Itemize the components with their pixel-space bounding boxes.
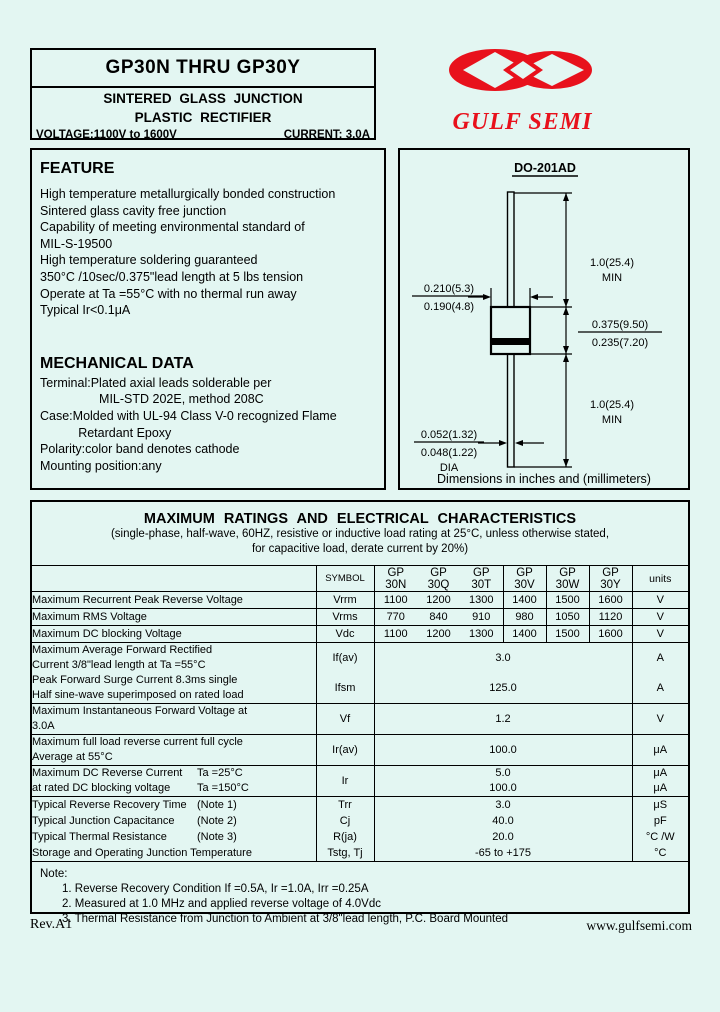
type-column-header: GP 30V [503,566,546,592]
part-number-header-box [30,48,376,140]
param-cell: Maximum DC blocking Voltage [32,626,316,643]
value-cell: 1120 [589,609,632,626]
voltage-range: VOLTAGE:1100V to 1600V [36,129,177,141]
gulf-semi-logo-icon [448,40,598,102]
units-cell: μS [653,798,668,811]
symbol-cell: Vrms [316,609,374,626]
lead-length-min: MIN [601,272,623,284]
symbol-cell: Cj [316,813,374,829]
feature-line: Typical Ir<0.1μA [40,303,131,318]
ratings-subtitle-1: (single-phase, half-wave, 60HZ, resistive or inductive load rating at 25°C, unless otherwise stated, [110,528,610,540]
value-cell: 1200 [417,626,460,643]
lead-wire-bottom [508,354,515,467]
value-span-cell: 40.0 [374,813,632,829]
mechanical-line: Case:Molded with UL-94 Class V-0 recognized Flame [40,408,337,423]
units-cell: pF [653,814,667,827]
package-name: DO-201AD [514,161,576,175]
feature-mechanical-box [30,148,386,490]
feature-line: High temperature metallurgically bonded construction [40,187,336,201]
feature-line: MIL-S-19500 [40,236,113,251]
feature-line: Capability of meeting environmental standard of [40,220,305,235]
dimensions-caption: Dimensions in inches and (millimeters) [437,472,651,486]
units-cell: μA [632,735,688,766]
param-cell: Maximum DC Reverse Current Ta =25°C at rated DC blocking voltage Ta =150°C [32,766,316,797]
type-column-header: GP 30Y [589,566,632,592]
note-item: 2. Measured at 1.0 MHz and applied reverse voltage of 4.0Vdc [62,898,381,911]
value-cell: 1100 [374,592,417,609]
device-type-line2: PLASTIC RECTIFIER [134,110,272,125]
value-cell: 1200 [417,592,460,609]
lead-dia-min: 0.048(1.22) [420,447,478,459]
diode-body [491,307,530,354]
value-span-cell: 1.2 [374,704,632,735]
value-span-cell: 3.0 [374,797,632,814]
type-column-header: GP 30T [460,566,503,592]
feature-list [40,186,376,319]
feature-heading: FEATURE [40,160,115,177]
mechanical-line: Retardant Epoxy [40,425,172,440]
units-cell: V [632,626,688,643]
brand-name: GULF SEMI [452,109,593,135]
value-cell: 1050 [546,609,589,626]
param-cell: Maximum Average Forward Rectified Current 3/8"lead length at Ta =55°C [32,643,316,674]
value-cell: 1500 [546,592,589,609]
type-column-header: GP 30W [546,566,589,592]
symbol-cell: Tstg, Tj [316,845,374,862]
type-column-header: GP 30N [374,566,417,592]
mechanical-data-heading: MECHANICAL DATA [40,354,194,372]
lead-length-dim-2: 1.0(25.4) [589,399,635,411]
feature-line: Sintered glass cavity free junction [40,203,227,218]
device-type-line1: SINTERED GLASS JUNCTION [103,91,303,106]
value-cell: 1600 [589,626,632,643]
lead-dia-max: 0.052(1.32) [420,429,478,441]
symbol-cell: Trr [316,797,374,814]
body-dia-min: 0.190(4.8) [423,301,475,313]
lead-length-dim: 1.0(25.4) [589,257,635,269]
value-cell: 1300 [460,626,503,643]
body-length-min: 0.235(7.20) [591,337,649,349]
value-cell: 1400 [503,592,546,609]
value-cell: 1400 [503,626,546,643]
revision-label: Rev.A1 [30,917,73,932]
value-span-cell: 3.0 [374,643,632,674]
cathode-band [491,338,530,345]
units-cell: A [656,651,664,664]
package-outline-diagram [400,150,688,488]
param-cell: Peak Forward Surge Current 8.3ms single Half sine-wave superimposed on rated load [32,673,316,704]
value-cell: 980 [503,609,546,626]
param-cell: Maximum Instantaneous Forward Voltage at 3.0A [32,704,316,735]
value-span-cell: 100.0 [374,735,632,766]
param-cell: Typical Thermal Resistance (Note 3) [32,829,316,845]
type-column-header: GP 30Q [417,566,460,592]
value-span-cell: 125.0 [374,673,632,704]
param-cell: Typical Junction Capacitance (Note 2) [32,813,316,829]
param-header-cell [32,566,316,592]
symbol-cell: Vrrm [316,592,374,609]
gulf-semi-logo [440,40,605,136]
value-cell: 910 [460,609,503,626]
lead-dia-label: DIA [439,462,459,474]
value-span-cell: -65 to +175 [374,845,632,862]
mechanical-list [40,375,376,475]
lead-length-min-2: MIN [601,414,623,426]
note-item: 3. Thermal Resistance from Junction to Ambient at 3/8"lead length, P.C. Board Mounted [62,913,509,926]
current-rating: CURRENT: 3.0A [283,129,370,141]
units-header-cell: units [632,566,688,592]
mechanical-line: Terminal:Plated axial leads solderable per [40,375,272,390]
symbol-header-cell: SYMBOL [316,566,374,592]
symbol-cell: If(av) [316,643,374,674]
symbol-cell: R(ja) [316,829,374,845]
ratings-title: MAXIMUM RATINGS AND ELECTRICAL CHARACTERISTICS [143,511,577,527]
value-cell: 1300 [460,592,503,609]
value-cell: 1600 [589,592,632,609]
param-cell: Storage and Operating Junction Temperature [32,845,316,862]
units-cell: V [632,609,688,626]
notes-label: Note: [40,868,68,880]
param-cell: Maximum RMS Voltage [32,609,316,626]
mechanical-line: Mounting position:any [40,458,162,473]
units-cell: V [632,704,688,735]
note-item: 1. Reverse Recovery Condition If =0.5A, Ir =1.0A, Irr =0.25A [62,883,369,895]
feature-line: Operate at Ta =55°C with no thermal run away [40,286,297,301]
body-length-max: 0.375(9.50) [591,319,649,331]
symbol-cell: Vdc [316,626,374,643]
symbol-cell: Ir(av) [316,735,374,766]
symbol-cell: Ir [316,766,374,797]
units-cell: μA μA [632,766,688,797]
param-cell: Maximum Recurrent Peak Reverse Voltage [32,592,316,609]
package-drawing-box [398,148,690,490]
value-cell: 840 [417,609,460,626]
lead-wire-top [508,192,515,307]
units-cell: A [632,673,688,704]
part-number-title: GP30N THRU GP30Y [32,50,374,88]
symbol-cell: Vf [316,704,374,735]
feature-line: High temperature soldering guaranteed [40,253,258,268]
symbol-cell: Ifsm [316,673,374,704]
body-dia-max: 0.210(5.3) [423,283,475,295]
mechanical-line: MIL-STD 202E, method 208C [40,392,264,407]
units-cell: °C /W [645,830,675,843]
value-span-cell: 5.0 100.0 [374,766,632,797]
units-cell: V [632,592,688,609]
value-cell: 1100 [374,626,417,643]
ratings-subtitle-2: for capacitive load, derate current by 20%) [251,542,469,555]
param-cell: Typical Reverse Recovery Time (Note 1) [32,797,316,814]
ratings-table [32,565,688,862]
units-cell: °C [632,845,688,862]
website-url: www.gulfsemi.com [586,918,692,933]
param-cell: Maximum full load reverse current full cycle Average at 55°C [32,735,316,766]
value-cell: 770 [374,609,417,626]
feature-line: 350°C /10sec/0.375"lead length at 5 lbs tension [40,269,304,284]
mechanical-line: Polarity:color band denotes cathode [40,442,240,457]
value-cell: 1500 [546,626,589,643]
value-span-cell: 20.0 [374,829,632,845]
